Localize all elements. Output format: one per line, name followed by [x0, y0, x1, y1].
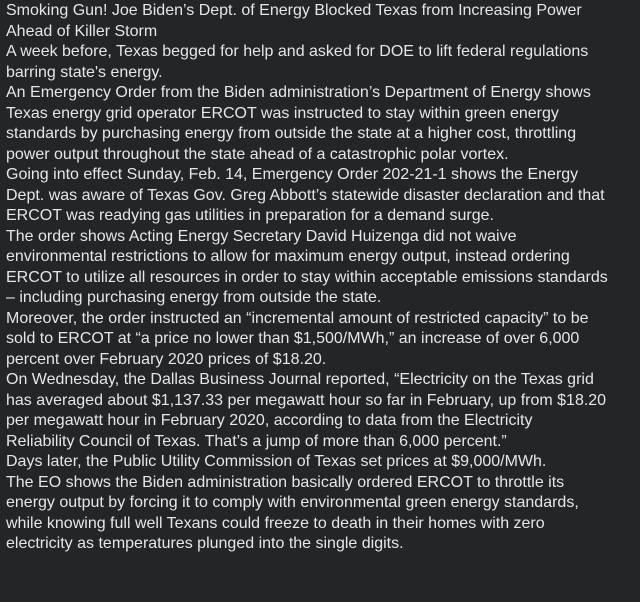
- post-paragraph: On Wednesday, the Dallas Business Journal reported, “Electricity on the Texas grid has averaged about $1,137.33 per megawatt hour so far in February, up from $18.20 per megawatt hour in February 2020, according to data from the Electricity Reliability Council of Texas. That’s a jump of more than 6,000 percent.”: [6, 371, 607, 450]
- post-paragraph: Days later, the Public Utility Commission of Texas set prices at $9,000/MWh.: [6, 453, 547, 470]
- post-paragraph: A week before, Texas begged for help and asked for DOE to lift federal regulations barring state's energy.: [6, 43, 589, 81]
- post-headline: Smoking Gun! Joe Biden’s Dept. of Energy Blocked Texas from Increasing Power Ahead of Killer Storm: [6, 2, 582, 40]
- post-paragraph: The EO shows the Biden administration basically ordered ERCOT to throttle its energy output by forcing it to comply with environmental green energy standards, while knowing full well Texans could freeze to death in their homes with zero electricity as temperatures plunged into the single digits.: [6, 473, 579, 552]
- post-paragraph: Moreover, the order instructed an “incremental amount of restricted capacity” to be sold to ERCOT at “a price no lower than $1,500/MWh,” an increase of over 6,000 percent over February 2020 prices of $18.20.: [6, 309, 589, 368]
- post-paragraph: An Emergency Order from the Biden administration’s Department of Energy shows Texas energy grid operator ERCOT was instructed to stay within green energy standards by purchasing energy from outside the state at a higher cost, throttling power output throughout the state ahead of a catastrophic polar vortex.: [6, 84, 591, 163]
- post-paragraph: The order shows Acting Energy Secretary David Huizenga did not waive environmental restrictions to allow for maximum energy output, instead ordering ERCOT to utilize all resources in order to stay within acceptable emissions standards – including purchasing energy from outside the state.: [6, 227, 608, 306]
- post-paragraph: Going into effect Sunday, Feb. 14, Emergency Order 202-21-1 shows the Energy Dept. was aware of Texas Gov. Greg Abbott’s statewide disaster declaration and that ERCOT was readying gas utilities in preparation for a demand surge.: [6, 166, 605, 224]
